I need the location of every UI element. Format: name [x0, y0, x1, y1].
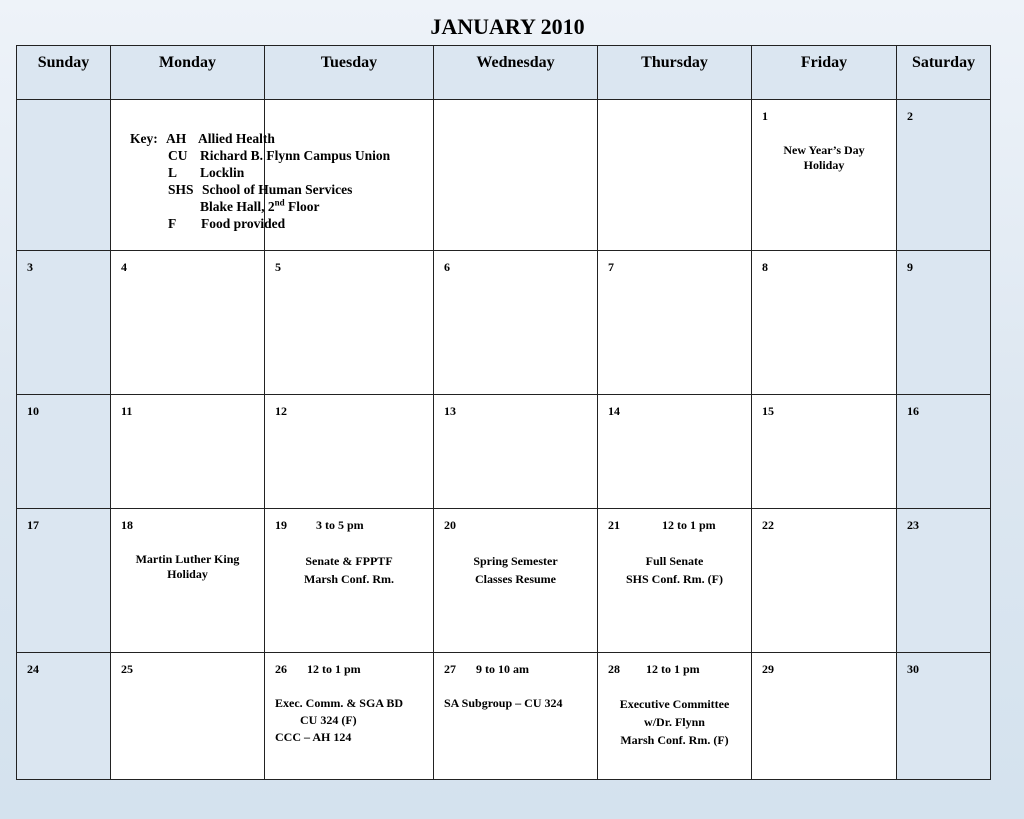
event-time: 12 to 1 pm — [307, 662, 361, 676]
week-row-4 — [17, 509, 991, 653]
key-code: CU — [168, 148, 188, 163]
key-desc: School of Human Services — [202, 182, 353, 197]
day-cell — [752, 100, 897, 251]
weekday-wednesday: Wednesday — [434, 46, 598, 100]
event-text: SA Subgroup – CU 324 — [444, 696, 563, 710]
day-cell — [897, 653, 991, 780]
day-cell — [111, 251, 265, 395]
weekday-sunday: Sunday — [17, 46, 111, 100]
event-text: Senate & FPPTF Marsh Conf. Rm. — [304, 554, 394, 586]
weekday-monday: Monday — [111, 46, 265, 100]
day-cell — [752, 395, 897, 509]
day-cell — [897, 395, 991, 509]
event-text: Exec. Comm. & SGA BD CU 324 (F) CCC – AH 124 — [275, 696, 403, 744]
day-number: 3 — [27, 260, 33, 274]
day-cell — [598, 251, 752, 395]
day-number: 15 — [762, 404, 774, 418]
day-cell — [17, 509, 111, 653]
day-cell — [265, 395, 434, 509]
event-time: 3 to 5 pm — [316, 518, 364, 532]
week-row-1 — [17, 100, 991, 251]
day-number: 25 — [121, 662, 133, 676]
day-cell — [434, 100, 598, 251]
week-row-5 — [17, 653, 991, 780]
key-code: AH — [166, 131, 187, 146]
key-desc: Richard B. Flynn Campus Union — [200, 148, 391, 163]
key-code: SHS — [168, 182, 194, 197]
key-heading: Key: — [130, 131, 158, 146]
day-number: 11 — [121, 404, 133, 418]
day-cell — [265, 509, 434, 653]
day-cell — [17, 251, 111, 395]
day-cell — [897, 251, 991, 395]
key-desc: Food provided — [201, 216, 286, 231]
weekday-saturday: Saturday — [897, 46, 991, 100]
event-text: Executive Committee w/Dr. Flynn Marsh Conf. Rm. (F) — [619, 697, 730, 747]
calendar-grid — [16, 45, 991, 780]
day-number: 30 — [907, 662, 919, 676]
day-cell — [897, 509, 991, 653]
day-cell — [111, 395, 265, 509]
day-cell — [752, 251, 897, 395]
event-text: Martin Luther King Holiday — [135, 552, 240, 581]
day-number: 13 — [444, 404, 456, 418]
day-cell — [265, 653, 434, 780]
day-cell — [111, 100, 391, 251]
day-cell — [752, 509, 897, 653]
day-number: 5 — [275, 260, 281, 274]
day-cell — [598, 395, 752, 509]
day-number: 18 — [121, 518, 133, 532]
week-row-2 — [17, 251, 991, 395]
event-text: Spring Semester Classes Resume — [473, 554, 558, 586]
week-row-3 — [17, 395, 991, 509]
event-text: New Year’s Day Holiday — [783, 143, 865, 172]
day-number: 17 — [27, 518, 39, 532]
day-number: 10 — [27, 404, 39, 418]
day-number: 14 — [608, 404, 620, 418]
day-number: 9 — [907, 260, 913, 274]
day-number: 21 — [608, 518, 620, 532]
day-cell — [598, 509, 752, 653]
day-cell — [752, 653, 897, 780]
day-number: 12 — [275, 404, 287, 418]
day-number: 20 — [444, 518, 456, 532]
weekday-thursday: Thursday — [598, 46, 752, 100]
day-number: 26 — [275, 662, 287, 676]
day-cell — [111, 653, 265, 780]
key-desc: Locklin — [200, 165, 245, 180]
day-cell — [17, 100, 111, 251]
day-number: 16 — [907, 404, 919, 418]
day-number: 22 — [762, 518, 774, 532]
day-number: 28 — [608, 662, 620, 676]
weekday-friday: Friday — [752, 46, 897, 100]
day-number: 7 — [608, 260, 614, 274]
day-cell — [598, 100, 752, 251]
day-number: 23 — [907, 518, 919, 532]
weekday-header-row — [17, 46, 991, 100]
calendar-title: JANUARY 2010 — [430, 14, 585, 39]
day-cell — [265, 251, 434, 395]
day-cell — [434, 509, 598, 653]
day-cell — [598, 653, 752, 780]
day-number: 29 — [762, 662, 774, 676]
key-desc: Allied Health — [198, 131, 275, 146]
day-cell — [434, 251, 598, 395]
event-text: Full Senate SHS Conf. Rm. (F) — [625, 554, 723, 586]
day-number: 4 — [121, 260, 127, 274]
day-cell — [434, 395, 598, 509]
day-number: 24 — [27, 662, 39, 676]
day-cell — [17, 653, 111, 780]
key-code: F — [168, 216, 177, 231]
day-cell — [897, 100, 991, 251]
key-desc: Blake Hall, 2nd Floor — [200, 197, 320, 214]
day-number: 1 — [762, 109, 768, 123]
day-number: 27 — [444, 662, 456, 676]
day-number: 6 — [444, 260, 450, 274]
day-cell — [434, 653, 598, 780]
day-number: 2 — [907, 109, 913, 123]
event-time: 12 to 1 pm — [662, 518, 716, 532]
day-cell — [111, 509, 265, 653]
event-time: 12 to 1 pm — [646, 662, 700, 676]
key-code: L — [168, 165, 178, 180]
day-cell — [265, 100, 434, 251]
event-time: 9 to 10 am — [476, 662, 529, 676]
day-number: 19 — [275, 518, 287, 532]
day-cell — [17, 395, 111, 509]
weekday-tuesday: Tuesday — [265, 46, 434, 100]
day-number: 8 — [762, 260, 768, 274]
